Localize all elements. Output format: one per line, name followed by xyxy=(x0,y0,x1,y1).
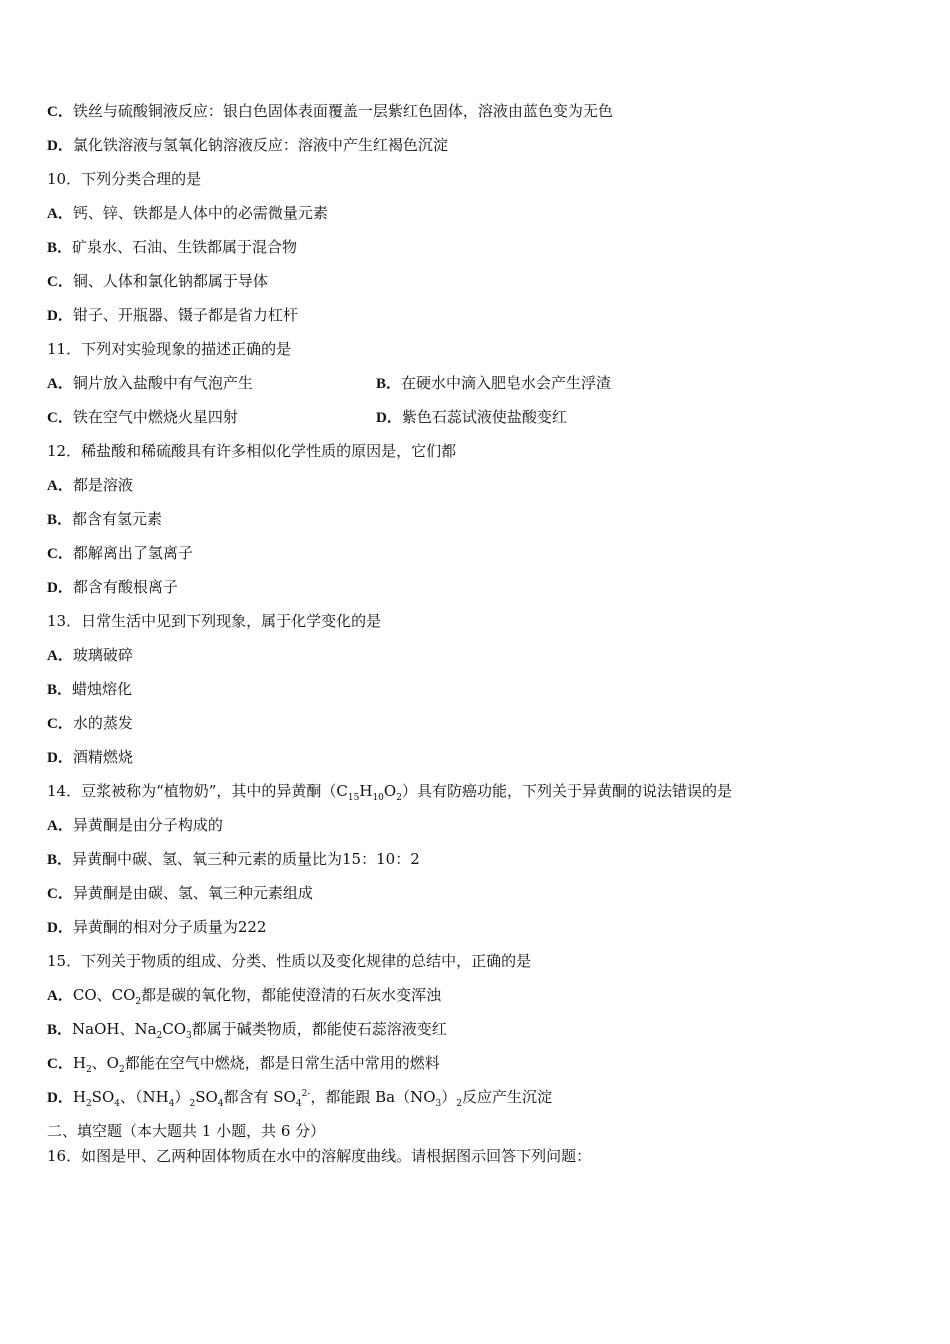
q14-option-c: C．异黄酮是由碳、氢、氧三种元素组成 xyxy=(47,884,313,902)
q12-option-b: B．都含有氢元素 xyxy=(47,510,163,528)
q10-option-c: C．铜、人体和氯化钠都属于导体 xyxy=(47,272,268,290)
q15-option-a: A．CO、$CO_2$都是碳的氧化物，都能使澄清的石灰水变浑浊 xyxy=(47,986,442,1007)
q14-option-b: B．异黄酮中碳、氢、氧三种元素的质量比为15：10：2 xyxy=(47,850,420,868)
q12-stem: 12．稀盐酸和稀硫酸具有许多相似化学性质的原因是，它们都 xyxy=(47,442,457,460)
q9-option-d: D．氯化铁溶液与氢氧化钠溶液反应：溶液中产生红褐色沉淀 xyxy=(47,136,448,154)
q10-option-d: D．钳子、开瓶器、镊子都是省力杠杆 xyxy=(47,306,298,324)
q13-option-c: C．水的蒸发 xyxy=(47,714,133,732)
q10-option-a: A．钙、锌、铁都是人体中的必需微量元素 xyxy=(47,204,328,222)
q10-stem: 10．下列分类合理的是 xyxy=(47,170,202,188)
q15-option-c: C．$H_2$、$O_2$都能在空气中燃烧，都是日常生活中常用的燃料 xyxy=(47,1054,440,1075)
q14-option-a: A．异黄酮是由分子构成的 xyxy=(47,816,223,834)
q13-option-b: B．蜡烛熔化 xyxy=(47,680,133,698)
q14-stem: 14．豆浆被称为“植物奶”，其中的异黄酮$(C_{15}H_{10}O_2)$具有防癌功能，下列关于异黄酮的说法错误的是 xyxy=(47,782,732,803)
q15-option-d: D．$H_2SO_4$、$(NH_4)_2SO_4$都含有 $SO_4^{2-}$，都能跟 $Ba(NO_3)_2$反应产生沉淀 xyxy=(47,1088,553,1109)
q11-option-b: B．在硬水中滴入肥皂水会产生浮渣 xyxy=(376,374,612,392)
q11-stem: 11．下列对实验现象的描述正确的是 xyxy=(47,340,292,358)
q15-stem: 15．下列关于物质的组成、分类、性质以及变化规律的总结中，正确的是 xyxy=(47,952,532,970)
q15-option-b: B．NaOH、$Na_2CO_3$都属于碱类物质，都能使石蕊溶液变红 xyxy=(47,1020,447,1041)
section-title: 二、填空题（本大题共 1 小题，共 6 分） xyxy=(47,1122,326,1140)
q13-stem: 13．日常生活中见到下列现象，属于化学变化的是 xyxy=(47,612,382,630)
q16-stem: 16．如图是甲、乙两种固体物质在水中的溶解度曲线。请根据图示回答下列问题： xyxy=(47,1147,592,1165)
q12-option-c: C．都解离出了氢离子 xyxy=(47,544,193,562)
q12-option-a: A．都是溶液 xyxy=(47,476,133,494)
q11-option-a: A．铜片放入盐酸中有气泡产生 xyxy=(47,374,253,392)
q11-option-c: C．铁在空气中燃烧火星四射 xyxy=(47,408,238,426)
q14-option-d: D．异黄酮的相对分子质量为222 xyxy=(47,918,267,936)
q10-option-b: B．矿泉水、石油、生铁都属于混合物 xyxy=(47,238,298,256)
q9-option-c: C．铁丝与硫酸铜液反应：银白色固体表面覆盖一层紫红色固体，溶液由蓝色变为无色 xyxy=(47,102,613,120)
q13-option-a: A．玻璃破碎 xyxy=(47,646,133,664)
q13-option-d: D．酒精燃烧 xyxy=(47,748,133,766)
q11-option-d: D．紫色石蕊试液使盐酸变红 xyxy=(376,408,567,426)
q12-option-d: D．都含有酸根离子 xyxy=(47,578,178,596)
